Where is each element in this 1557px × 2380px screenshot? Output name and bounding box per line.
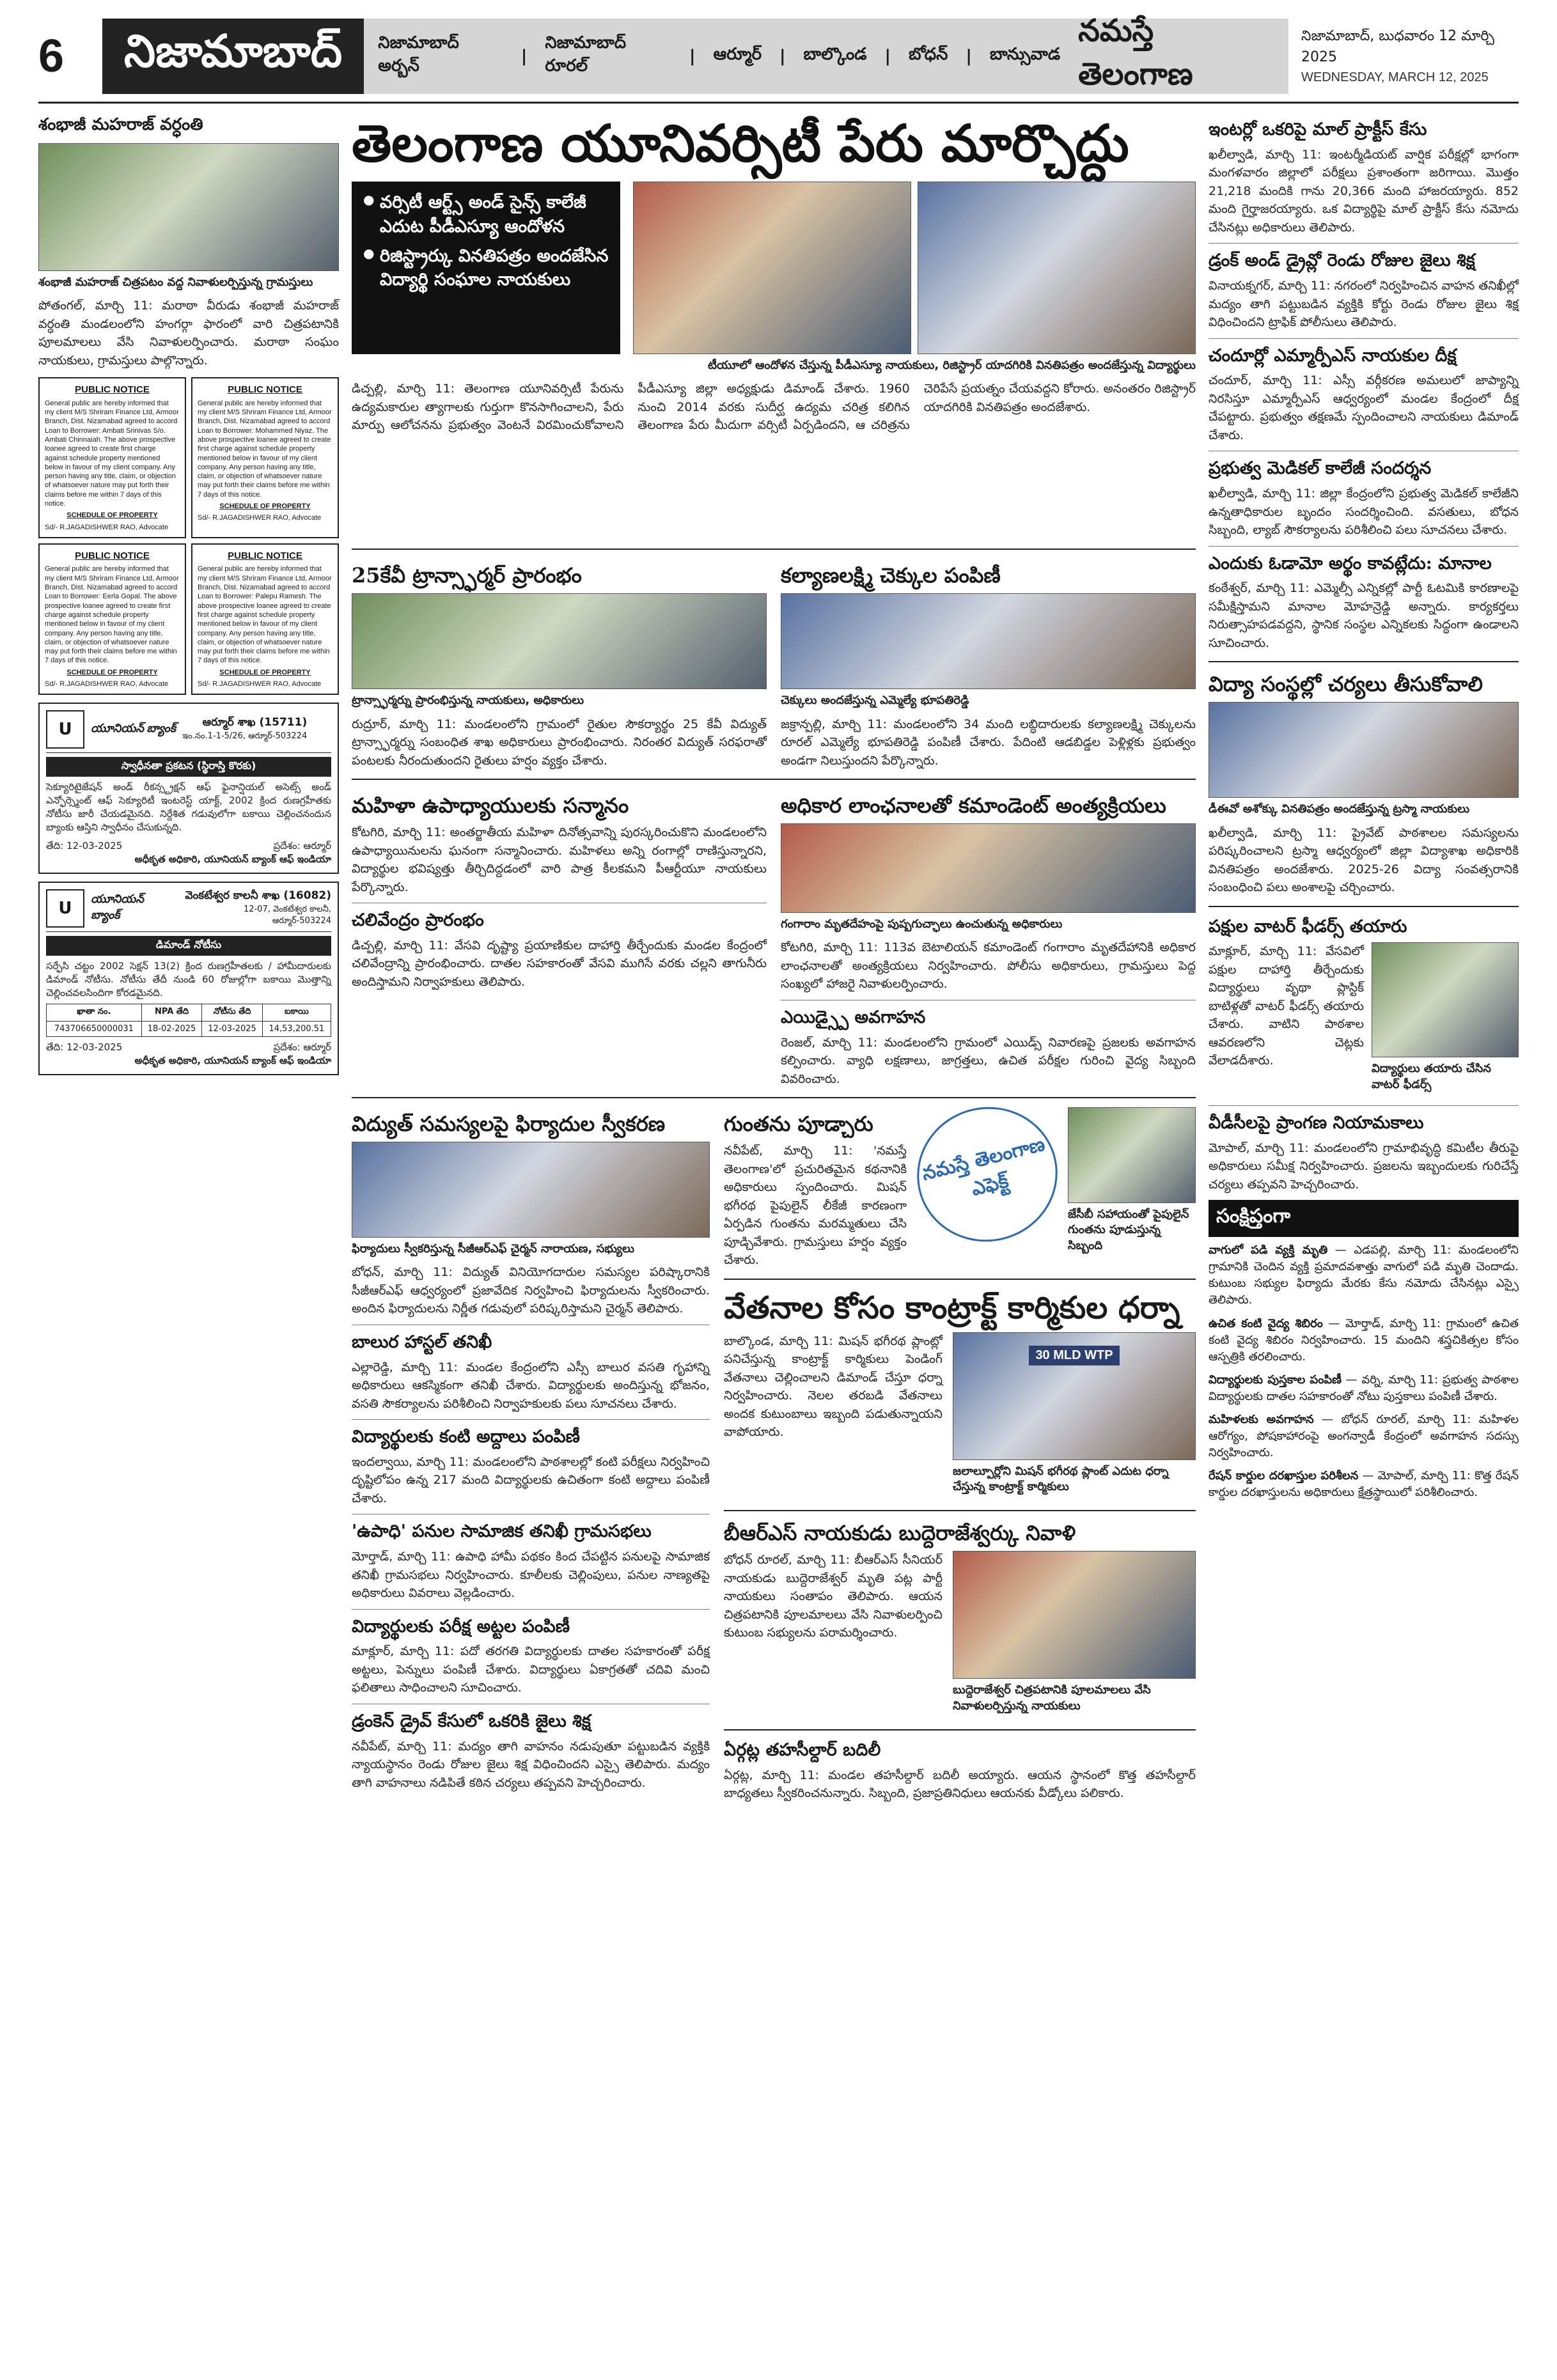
signboard-text: 30 MLD WTP xyxy=(1029,1346,1119,1365)
bank-place: ప్రదేశం: ఆర్మూర్ xyxy=(273,840,331,852)
story-headline: విద్యార్థులకు పరీక్ష అట్టల పంపిణీ xyxy=(352,1616,570,1637)
bank-notice-title: డిమాండ్ నోటీసు xyxy=(46,936,331,956)
notice-title: PUBLIC NOTICE xyxy=(75,550,150,561)
bank-place: ప్రదేశం: ఆర్మూర్ xyxy=(273,1041,331,1054)
bank-address: 12-07, వెంకటేశ్వర కాలనీ, ఆర్మూర్-503224 xyxy=(243,905,332,926)
notice-title: PUBLIC NOTICE xyxy=(228,550,302,561)
photo-commandant xyxy=(781,823,1196,913)
photo-kalyan xyxy=(781,593,1196,689)
brief-lead: వాగులో పడి వ్యక్తి మృతి xyxy=(1209,1243,1328,1257)
locality-item: ఆర్మూర్ xyxy=(713,44,762,64)
brief-item: ఉచిత కంటి వైద్య శిబిరం — మోర్తాడ్, మార్చి 11: గ్రామంలో ఉచిత కంటి వైద్య శిబిరం నిర్వహించారు. 15 మందిని శస్త్రచికిత్సల కోసం ఆస్పత్రికి తరలించారు. xyxy=(1209,1316,1519,1364)
table-cell: 12-03-2025 xyxy=(202,1022,263,1037)
story-headline: బాలుర హాస్టల్ తనిఖీ xyxy=(352,1332,492,1352)
story-headline: పక్షుల వాటర్ ఫీడర్స్ తయారు xyxy=(1209,916,1407,937)
brief-lead: ఉచిత కంటి వైద్య శిబిరం xyxy=(1209,1316,1323,1330)
story-headline: వేతనాల కోసం కాంట్రాక్ట్ కార్మికుల ధర్నా xyxy=(724,1289,1180,1326)
story-headline: బీఆర్ఎస్ నాయకుడు బుద్దెరాజేశ్వర్కు నివాళి xyxy=(724,1521,1076,1546)
notice-schedule: SCHEDULE OF PROPERTY xyxy=(67,668,158,676)
brief-item: రేషన్ కార్డుల దరఖాస్తుల పరిశీలన — మోపాల్, మార్చి 11: కొత్త రేషన్ కార్డుల దరఖాస్తులను అధికారులు క్షేత్రస్థాయిలో పరిశీలించారు. xyxy=(1209,1469,1519,1500)
story-headline: చలివేంద్రం ప్రారంభం xyxy=(352,910,484,931)
bank-notice-body: సర్ఫేసి చట్టం 2002 సెక్షన్ 13(2) క్రింద రుణగ్రహీతలకు / హామీదారులకు డిమాండ్ నోటీసు. నోటీసు తేదీ నుండి 60 రోజుల్లోగా బకాయి మొత్తాన్ని చెల్లించవలసిందిగా కోరడమైనది. xyxy=(46,960,331,999)
brief-text: బోధన్ రూరల్, మార్చి 11: మహిళల ఆరోగ్యం, పోషకాహారంపై అంగన్వాడీ కేంద్రంలో అవగాహన సదస్సు నిర్వహించారు. xyxy=(1209,1412,1519,1460)
bank-head xyxy=(46,710,331,753)
date-telugu: నిజామాబాద్, బుధవారం 12 మార్చి 2025 xyxy=(1301,27,1494,65)
locality-item: నిజామాబాద్ అర్బన్ xyxy=(378,33,459,75)
photo-guntha xyxy=(1068,1107,1196,1203)
brand-name: నమస్తే తెలంగాణ xyxy=(1078,12,1193,92)
effect-badge: నమస్తే తెలంగాణ ఎఫెక్ట్ xyxy=(903,1093,1072,1257)
bank-address: ఇం.నం.1-1-5/26, ఆర్మూర్-503224 xyxy=(182,731,308,742)
photo-caption: జేసీబీ సహాయంతో పైపులైన్ గుంతను పూడుస్తున్న సిబ్బంది xyxy=(1068,1208,1189,1252)
story-body: మాక్లూర్, మార్చి 11: వేసవిలో పక్షుల దాహార్తి తీర్చేందుకు విద్యార్థులు వృథా ప్లాస్టిక్ బాటిళ్లతో వాటర్ ఫీడర్స్ తయారు చేశారు. వాటిని పాఠశాల ఆవరణలోని చెట్లకు వేలాడదీశారు. xyxy=(1209,944,1364,1068)
bank-logo: U xyxy=(46,889,84,928)
story-headline: ఎయిడ్స్పై అవగాహన xyxy=(781,1007,926,1027)
bank-ad xyxy=(38,882,339,1075)
table-row xyxy=(47,1022,331,1037)
story-body: డిచ్పల్లి, మార్చి 11: వేసవి దృష్ట్యా ప్రయాణికుల దాహార్తి తీర్చేందుకు మండల కేంద్రంలో చలివేంద్రాన్ని ప్రారంభించారు. దాతల సహకారంతో వేసవి ముగిసే వరకు చల్లని తాగునీరు అందిస్తామని నిర్వాహకులు తెలిపారు. xyxy=(352,938,767,989)
lead-bullet: ● రిజిస్ట్రార్కు వినతిపత్రం అందజేసిన విద్యార్థి సంఘాల నాయకులు xyxy=(363,244,609,293)
story-headline: ఏర్గట్ల తహసీల్దార్ బదిలీ xyxy=(724,1739,881,1760)
locality-strip: నిజామాబాద్ అర్బన్ | నిజామాబాద్ రూరల్ | ఆర్మూర్ | బాల్కొండ | బోధన్ | బాన్సువాడ నమస్తే తెలంగాణ xyxy=(364,19,1288,94)
bank-footer xyxy=(46,839,331,853)
story-body: ఇందల్వాయి, మార్చి 11: మండలంలోని పాఠశాలల్లో కంటి పరీక్షలు నిర్వహించి దృష్టిలోపం ఉన్న 217 మంది విద్యార్థులకు ఉచితంగా కంటి అద్దాలు పంపిణీ చేశారు. xyxy=(352,1454,710,1505)
public-notice xyxy=(38,377,186,538)
locality-item: బోధన్ xyxy=(909,44,948,64)
locality-item: బాన్సువాడ xyxy=(989,44,1061,64)
story-commandant xyxy=(781,789,1196,1088)
bank-ad xyxy=(38,703,339,874)
story-headline: డ్రంకెన్ డ్రైవ్ కేసులో ఒకరికి జైలు శిక్ష xyxy=(352,1711,591,1731)
brief-text: మోపాల్, మార్చి 11: కొత్త రేషన్ కార్డుల దరఖాస్తులను అధికారులు క్షేత్రస్థాయిలో పరిశీలించారు. xyxy=(1209,1469,1519,1500)
photo-caption: శంభాజీ మహరాజ్ చిత్రపటం వద్ద నివాళులర్పిస్తున్న గ్రామస్తులు xyxy=(38,276,313,289)
bank-signer: అధీకృత అధికారి, యూనియన్ బ్యాంక్ ఆఫ్ ఇండియా xyxy=(134,1055,331,1067)
story-body: బోధన్, మార్చి 11: విద్యుత్ వినియోగదారుల సమస్యల పరిష్కారానికి సీజీఆర్ఎఫ్ ఆధ్వర్యంలో ప్రజావేదిక నిర్వహించి ఫిర్యాదులను స్వీకరించారు. అందిన ఫిర్యాదులను నిర్ణీత గడువులో పరిష్కరిస్తామని చైర్మన్ తెలిపారు. xyxy=(352,1265,710,1316)
notice-signer: Sd/- R.JAGADISHWER RAO, Advocate xyxy=(45,523,169,531)
public-notice xyxy=(191,543,339,695)
notice-signer: Sd/- R.JAGADISHWER RAO, Advocate xyxy=(198,514,322,522)
story-body: నవీపేట్, మార్చి 11: మద్యం తాగి వాహనం నడుపుతూ పట్టుబడిన వ్యక్తికి న్యాయస్థానం రెండు రోజుల జైలు శిక్ష విధించిందని ఎస్సై తెలిపారు. మద్యం తాగి వాహనాలు నడిపితే కఠిన చర్యలు తప్పవని హెచ్చరించారు. xyxy=(352,1739,710,1790)
table-cell: 14,53,200.51 xyxy=(262,1022,331,1037)
brief-lead: రేషన్ కార్డుల దరఖాస్తుల పరిశీలన xyxy=(1209,1469,1359,1483)
story-headline: 'ఉపాధి' పనుల సామాజిక తనిఖీ గ్రామసభలు xyxy=(352,1521,652,1542)
notice-body: General public are hereby informed that my client M/S Shriram Finance Ltd, Armoor Branch, Dist. Nizamabad agreed to accord Loan to Borrower: Palepu Ramesh. The above prospective loanee agreed to create first charge against schedule property mentioned below in favour of my client company. Any person having any title, claim, or objection of whatsoever nature may put forth their claims before me within 7 days of this notice. xyxy=(198,565,332,665)
story-body: జక్రాన్పల్లి, మార్చి 11: మండలంలోని 34 మంది లబ్ధిదారులకు కల్యాణలక్ష్మి చెక్కులను రూరల్ ఎమ్మెల్యే భూపతిరెడ్డి పంపిణీ చేశారు. పేదింటి ఆడబిడ్డల పెళ్లిళ్లకు ప్రభుత్వం అండగా నిలుస్తుందని పేర్కొన్నారు. xyxy=(781,717,1196,768)
lower-left-stories xyxy=(352,1107,710,1802)
notice-body: General public are hereby informed that my client M/S Shriram Finance Ltd, Armoor Branch, Dist. Nizamabad agreed to accord Loan to Borrower: Mohammed Niyaz. The above prospective loanee agreed to create first charge against schedule property mentioned below in favour of my client company. Any person having any title, claim, or objection of whatsoever nature may put forth their claims before me within 7 days of this notice. xyxy=(198,399,332,499)
photo-vidya xyxy=(1209,702,1519,798)
table-header: బకాయి xyxy=(262,1004,331,1022)
lead-caption: టీయూలో ఆందోళన చేస్తున్న పీడీఎస్యూ నాయకులు, రిజిస్ట్రార్ యాదగిరికి వినతిపత్రం అందజేస్తున్న విద్యార్థులు xyxy=(708,359,1196,372)
story-body: కంఠేశ్వర్, మార్చి 11: ఎమ్మెల్సీ ఎన్నికల్లో పార్టీ ఓటమికి కారణాలపై సమీక్షిస్తామని మానాల మోహన్రెడ్డి అన్నారు. కార్యకర్తలు నిరుత్సాహపడవద్దని, స్థానిక సంస్థల ఎన్నికలకు సిద్ధంగా ఉండాలని సూచించారు. xyxy=(1209,581,1519,650)
bank-footer xyxy=(46,1041,331,1054)
notice-signer: Sd/- R.JAGADISHWER RAO, Advocate xyxy=(45,680,169,688)
story-body: మాక్లూర్, మార్చి 11: పదో తరగతి విద్యార్థులకు దాతల సహకారంతో పరీక్ష అట్టలు, పెన్నులు పంపిణీ చేశారు. విద్యార్థులు ఏకాగ్రతతో చదివి మంచి ఫలితాలు సాధించాలని సూచించారు. xyxy=(352,1644,710,1695)
bank-logo: U xyxy=(46,710,84,749)
right-column xyxy=(1209,115,1519,1507)
story-body: మోపాల్, మార్చి 11: మండలంలోని గ్రామాభివృద్ధి కమిటీల తీరుపై అధికారులు సమీక్ష నిర్వహించారు. ప్రజలను ఇబ్బందులకు గురిచేస్తే చర్యలు తప్పవని హెచ్చరించారు. xyxy=(1209,1140,1519,1192)
photo-caption: డీఈవో అశోక్కు వినతిపత్రం అందజేస్తున్న ట్రస్మా నాయకులు xyxy=(1209,802,1470,816)
notice-signer: Sd/- R.JAGADISHWER RAO, Advocate xyxy=(198,680,322,688)
story-body: ఎల్లారెడ్డి, మార్చి 11: మండల కేంద్రంలోని ఎస్సీ బాలుర వసతి గృహాన్ని అధికారులు ఆకస్మికంగా తనిఖీ చేశారు. విద్యార్థులకు అందిస్తున్న భోజనం, వసతి సౌకర్యాలను పరిశీలించి నిర్వాహకులకు పలు సూచనలు చేశారు. xyxy=(352,1360,710,1411)
stories-row-2 xyxy=(352,789,1196,1088)
bank-table xyxy=(46,1004,331,1037)
bank-name: యూనియన్ బ్యాంక్ xyxy=(91,721,176,735)
lead-photo-registrar xyxy=(918,182,1196,354)
story-headline: విద్యార్థులకు కంటి అద్దాలు పంపిణీ xyxy=(352,1427,580,1447)
notice-body: General public are hereby informed that my client M/S Shriram Finance Ltd, Armoor Branch, Dist. Nizamabad agreed to accord Loan to Borrower: Ambati Srinivas S/o. Ambati Chinnaiah. The above prospective loanee agreed to create first charge against schedule property mentioned below in favour of my client company. Any person having any title, claim, or objection of whatsoever nature may put forth their claims before me within 7 days of this notice. xyxy=(45,399,179,508)
story-body: కోటగిరి, మార్చి 11: 113వ బెటాలియన్ కమాండెంట్ గంగారాం మృతదేహానికి అధికార లాంఛనాలతో అంత్యక్రియలు నిర్వహించారు. పోలీసు అధికారులు, గ్రామస్తులు పెద్ద సంఖ్యలో హాజరై నివాళులర్పించారు. xyxy=(781,940,1196,992)
story-headline: డ్రంక్ అండ్ డ్రైవ్లో రెండు రోజుల జైలు శిక్ష xyxy=(1209,251,1475,271)
notice-schedule: SCHEDULE OF PROPERTY xyxy=(219,502,311,511)
story-headline: కల్యాణలక్ష్మి చెక్కుల పంపిణీ xyxy=(781,563,1001,588)
photo-caption: బుద్దెరాజేశ్వర్ చిత్రపటానికి పూలమాలలు వేసి నివాళులర్పిస్తున్న నాయకులు xyxy=(953,1683,1151,1713)
photo-caption: విద్యార్థులు తయారు చేసిన వాటర్ ఫీడర్స్ xyxy=(1372,1062,1491,1091)
photo-caption: జలాల్పూర్లోని మిషన్ భగీరథ ప్లాంట్ ఎదుట ధర్నా చేస్తున్న కాంట్రాక్ట్ కార్మికులు xyxy=(953,1464,1169,1493)
bank-notice-body: సెక్యూరిటైజేషన్ అండ్ రీకన్స్ట్రక్షన్ ఆఫ్ ఫైనాన్షియల్ అసెట్స్ అండ్ ఎన్ఫోర్స్మెంట్ ఆఫ్ సెక్యూరిటీ ఇంటరెస్ట్ యాక్ట్, 2002 క్రింద రుణగ్రహీతకు నోటీసు జారీ చేయడమైనది. నిర్దేశిత గడువులోగా బకాయి చెల్లించనందున బ్యాంకు ఆస్తిని స్వాధీనం చేసుకున్నది. xyxy=(46,781,331,834)
story-body: పోతంగల్, మార్చి 11: మరాఠా వీరుడు శంభాజీ మహరాజ్ వర్ధంతి మండలంలోని హంగర్గా ఫారంలో వారి చిత్రపటానికి పూలమాలలు వేసి నివాళులర్పించారు. మరాఠా సంఘం నాయకులు, గ్రామస్తులు పాల్గొన్నారు. xyxy=(38,299,339,368)
lead-story xyxy=(352,182,1196,354)
story-guntha xyxy=(724,1107,1196,1270)
story-body: వినాయక్నగర్, మార్చి 11: నగరంలో నిర్వహించిన వాహన తనిఖీల్లో మద్యం తాగి పట్టుబడిన వ్యక్తికి కోర్టు రెండు రోజుల జైలు శిక్ష విధించిందని ట్రాఫిక్ పోలీసులు తెలిపారు. xyxy=(1209,279,1519,329)
story-headline: ఎందుకు ఓడామో అర్థం కావట్లేదు: మానాల xyxy=(1209,553,1492,573)
story-headline: అధికార లాంఛనాలతో కమాండెంట్ అంత్యక్రియలు xyxy=(781,793,1166,818)
story-headline: ఇంటర్లో ఒకరిపై మాల్ ప్రాక్టీస్ కేసు xyxy=(1209,120,1427,139)
bank-branch: ఆర్మూర్ శాఖ (15711) xyxy=(202,716,308,729)
notice-row xyxy=(38,377,339,538)
brief-text: మోర్తాడ్, మార్చి 11: గ్రామంలో ఉచిత కంటి వైద్య శిబిరం నిర్వహించారు. 15 మందిని శస్త్రచికిత్సల కోసం ఆస్పత్రికి తరలించారు. xyxy=(1209,1316,1519,1364)
brief-item: విద్యార్థులకు పుస్తకాల పంపిణీ — వర్ని, మార్చి 11: ప్రభుత్వ పాఠశాల విద్యార్థులకు దాతల సహకారంతో నోటు పుస్తకాలు పంపిణీ చేశారు. xyxy=(1209,1373,1519,1403)
bank-branch: వెంకటేశ్వర కాలనీ శాఖ (16082) xyxy=(185,889,332,903)
lead-headline: తెలంగాణ యూనివర్సిటీ పేరు మార్చొద్దు xyxy=(352,113,1129,173)
table-cell: 18-02-2025 xyxy=(141,1022,202,1037)
photo-water xyxy=(1372,942,1519,1057)
photo-salary xyxy=(953,1332,1196,1460)
table-cell: 743706650000031 xyxy=(47,1022,142,1037)
bank-head xyxy=(46,889,331,932)
lead-bullets xyxy=(352,182,620,354)
photo-caption: ఫిర్యాదులు స్వీకరిస్తున్న సీజీఆర్ఎఫ్ చైర్మన్ నారాయణ, సభ్యులు xyxy=(352,1242,634,1256)
story-transformer xyxy=(352,559,767,770)
photo-caption: చెక్కులు అందజేస్తున్న ఎమ్మెల్యే భూపతిరెడ్డి xyxy=(781,694,969,708)
masthead xyxy=(38,10,1519,104)
notice-schedule: SCHEDULE OF PROPERTY xyxy=(67,511,158,520)
photo-power xyxy=(352,1142,710,1238)
middle-column xyxy=(352,115,1196,1803)
story-body: రుద్రూర్, మార్చి 11: మండలంలోని గ్రామంలో రైతుల సౌకర్యార్థం 25 కేవీ విద్యుత్ ట్రాన్స్ఫార్మర్ను సంబంధిత శాఖ అధికారులు ప్రారంభించారు. నిరంతర విద్యుత్ సరఫరాతో పంటలకు నీరందుతుందని రైతులు హర్షం వ్యక్తం చేశారు. xyxy=(352,717,767,768)
story-headline: వీడీసీలపై ప్రాంగణ నియామకాలు xyxy=(1209,1112,1424,1133)
lead-photo-protest xyxy=(633,182,911,354)
story-body: కోటగిరి, మార్చి 11: అంతర్జాతీయ మహిళా దినోత్సవాన్ని పురస్కరించుకొని మండలంలోని ఉపాధ్యాయినులను ఘనంగా సన్మానించారు. మహిళలు అన్ని రంగాల్లో రాణిస్తున్నారని, విద్యార్థుల భవిష్యత్తు తీర్చిదిద్దడంలో వారి పాత్ర కీలకమని పీఆర్టీయూ నాయకులు పేర్కొన్నారు. xyxy=(352,825,767,894)
notice-title: PUBLIC NOTICE xyxy=(75,384,150,396)
dateline xyxy=(1288,26,1519,87)
table-header: నోటీసు తేది xyxy=(202,1004,263,1022)
brief-text: వర్ని, మార్చి 11: ప్రభుత్వ పాఠశాల విద్యార్థులకు దాతల సహకారంతో నోటు పుస్తకాలు పంపిణీ చేశారు. xyxy=(1209,1373,1519,1403)
story-headline: గుంతను పూడ్చారు xyxy=(724,1112,873,1137)
story-headline: ప్రభుత్వ మెడికల్ కాలేజీ సందర్శన xyxy=(1209,458,1432,479)
story-body: బోధన్ రూరల్, మార్చి 11: బీఆర్ఎస్ సీనియర్ నాయకుడు బుద్దెరాజేశ్వర్ మృతి పట్ల పార్టీ నాయకులు సంతాపం తెలిపారు. ఆయన చిత్రపటానికి పూలమాలలు వేసి నివాళులర్పించి కుటుంబ సభ్యులను పరామర్శించారు. xyxy=(724,1553,943,1640)
photo-transformer xyxy=(352,593,767,689)
stories-row-1 xyxy=(352,559,1196,770)
story-body: ఖలీల్వాడి, మార్చి 11: ఇంటర్మీడియట్ వార్షిక పరీక్షల్లో భాగంగా మంగళవారం జిల్లాలో పరీక్షలు ప్రశాంతంగా జరిగాయి. మొత్తం 21,218 మందికి గాను 20,366 మంది హాజరయ్యారు. 852 మంది గైర్హాజరయ్యారు. ఒక విద్యార్థిపై మాల్ ప్రాక్టీస్ కేసు నమోదు చేసినట్లు అధికారులు తెలిపారు. xyxy=(1209,147,1519,235)
story-body: ఏర్గట్ల, మార్చి 11: మండల తహసీల్దార్ బదిలీ అయ్యారు. ఆయన స్థానంలో కొత్త తహసీల్దార్ బాధ్యతలు స్వీకరించనున్నారు. సిబ్బంది, ప్రజాప్రతినిధులు ఆయనకు వీడ్కోలు పలికారు. xyxy=(724,1768,1196,1801)
table-header: ఖాతా నం. xyxy=(47,1004,142,1022)
lower-right-stories xyxy=(724,1107,1196,1802)
byline: శంభాజీ మహరాజ్ వర్ధంతి xyxy=(38,115,203,134)
photo-caption: గంగారాం మృతదేహంపై పుష్పగుచ్ఛాలు ఉంచుతున్న అధికారులు xyxy=(781,917,1063,931)
story-body: బాల్కొండ, మార్చి 11: మిషన్ భగీరథ ప్లాంట్లో పనిచేస్తున్న కాంట్రాక్ట్ కార్మికులు పెండింగ్ వేతనాలు చెల్లించాలని డిమాండ్ చేస్తూ ధర్నా నిర్వహించారు. నెలల తరబడి వేతనాలు అందక కుటుంబాలు ఇబ్బంది పడుతున్నాయని వాపోయారు. xyxy=(724,1334,943,1440)
story-mahila xyxy=(352,789,767,1088)
brief-lead: మహిళలకు అవగాహన xyxy=(1209,1412,1314,1426)
notice-row xyxy=(38,543,339,695)
bank-signer: అధీకృత అధికారి, యూనియన్ బ్యాంక్ ఆఫ్ ఇండియా xyxy=(134,853,331,866)
brief-item: మహిళలకు అవగాహన — బోధన్ రూరల్, మార్చి 11: మహిళల ఆరోగ్యం, పోషకాహారంపై అంగన్వాడీ కేంద్రంలో అవగాహన సదస్సు నిర్వహించారు. xyxy=(1209,1412,1519,1460)
story-headline: విద్యుత్ సమస్యలపై ఫిర్యాదుల స్వీకరణ xyxy=(352,1112,666,1137)
page-number: 6 xyxy=(38,30,65,82)
story-kalyan xyxy=(781,559,1196,770)
briefs-title: సంక్షిప్తంగా xyxy=(1209,1200,1519,1237)
photo-caption: ట్రాన్స్ఫార్మర్ను ప్రారంభిస్తున్న నాయకులు, అధికారులు xyxy=(352,694,584,708)
brief-lead: విద్యార్థులకు పుస్తకాల పంపిణీ xyxy=(1209,1373,1342,1387)
notice-schedule: SCHEDULE OF PROPERTY xyxy=(219,668,311,676)
photo-shambhaji xyxy=(38,143,339,271)
locality-item: నిజామాబాద్ రూరల్ xyxy=(545,33,627,75)
stories-row-3 xyxy=(352,1107,1196,1802)
story-headline: మహిళా ఉపాధ్యాయులకు సన్మానం xyxy=(352,793,629,818)
public-notice xyxy=(38,543,186,695)
bank-date: తేది: 12-03-2025 xyxy=(46,840,123,852)
bank-date: తేది: 12-03-2025 xyxy=(46,1041,123,1054)
locality-item: బాల్కొండ xyxy=(803,44,867,64)
story-body: రెంజల్, మార్చి 11: మండలంలోని గ్రామంలో ఎయిడ్స్ నివారణపై ప్రజలకు అవగాహన కల్పించారు. వ్యాధి లక్షణాలు, జాగ్రత్తలు, ఉచిత పరీక్షల గురించి వైద్య సిబ్బంది వివరించారు. xyxy=(781,1035,1196,1086)
story-body: ఖలీల్వాడి, మార్చి 11: ప్రైవేట్ పాఠశాలల సమస్యలను పరిష్కరించాలని ట్రస్మా ఆధ్వర్యంలో జిల్లా విద్యాశాఖ అధికారికి వినతిపత్రం అందజేశారు. 2025-26 విద్యా సంవత్సరానికి సంబంధించి పలు అంశాలపై చర్చించారు. xyxy=(1209,825,1519,895)
brief-text: ఎడపల్లి, మార్చి 11: మండలంలోని గ్రామానికి చెందిన వ్యక్తి ప్రమాదవశాత్తు వాగులో పడి మృతి చెందాడు. కుటుంబ సభ్యుల ఫిర్యాదు మేరకు కేసు నమోదు చేసినట్లు ఎస్సై తెలిపారు. xyxy=(1209,1243,1519,1307)
photo-brs xyxy=(953,1551,1196,1679)
story-headline: విద్యా సంస్థల్లో చర్యలు తీసుకోవాలి xyxy=(1209,672,1483,697)
story-body: మోర్తాడ్, మార్చి 11: ఉపాధి హామీ పథకం కింద చేపట్టిన పనులపై సామాజిక తనిఖీ గ్రామసభలు నిర్వహించారు. కూలీలకు చెల్లింపులు, పనుల నాణ్యతపై అధికారులు వివరాలు వెల్లడించారు. xyxy=(352,1550,710,1601)
table-header-row xyxy=(47,1004,331,1022)
story-headline: చందూర్లో ఎమ్మార్పీఎస్ నాయకుల దీక్ష xyxy=(1209,345,1457,366)
story-salary xyxy=(724,1332,1196,1502)
brief-item: వాగులో పడి వ్యక్తి మృతి — ఎడపల్లి, మార్చి 11: మండలంలోని గ్రామానికి చెందిన వ్యక్తి ప్రమాదవశాత్తు వాగులో పడి మృతి చెందాడు. కుటుంబ సభ్యుల ఫిర్యాదు మేరకు కేసు నమోదు చేసినట్లు ఎస్సై తెలిపారు. xyxy=(1209,1243,1519,1307)
table-header: NPA తేది xyxy=(141,1004,202,1022)
lead-bullet: ● వర్సిటీ ఆర్ట్స్ అండ్ సైన్స్ కాలేజీ ఎదుట పీడీఎస్యూ ఆందోళన xyxy=(363,191,609,239)
bank-name: యూనియన్ బ్యాంక్ xyxy=(90,892,144,922)
story-body: చందూర్, మార్చి 11: ఎస్సీ వర్గీకరణ అమలులో జాప్యాన్ని నిరసిస్తూ ఎమ్మార్పీఎస్ ఆధ్వర్యంలో మండల కేంద్రంలో దీక్ష చేపట్టారు. ప్రభుత్వం తక్షణమే స్పందించాలని నాయకులు డిమాండ్ చేశారు. xyxy=(1209,373,1519,442)
lead-body: డిచ్పల్లి, మార్చి 11: తెలంగాణ యూనివర్సిటీ పేరును ఉద్యమకారుల త్యాగాలకు గుర్తుగా కొనసాగించాలని, పేరు మార్పు ఆలోచనను ప్రభుత్వం వెంటనే విరమించుకోవాలని పీడీఎస్యూ జిల్లా అధ్యక్షుడు డిమాండ్ చేశారు. 1960 నుంచి 2014 వరకు సుదీర్ఘ ఉద్యమ చరిత్ర కలిగిన తెలంగాణ పేరు మీదుగా వర్సిటీ ఏర్పడిందని, ఆ చరిత్రను చెరిపేసే ప్రయత్నం చేయవద్దని కోరారు. అనంతరం రిజిస్ట్రార్ యాదగిరికి వినతిపత్రం అందజేశారు. xyxy=(352,382,1196,433)
story-headline: 25కేవీ ట్రాన్స్ఫార్మర్ ప్రారంభం xyxy=(352,563,582,588)
story-brs xyxy=(724,1551,1196,1720)
public-notice xyxy=(191,377,339,538)
bank-notice-title: స్వాధీనతా ప్రకటన (స్థిరాస్తి కొరకు) xyxy=(46,757,331,777)
notice-body: General public are hereby informed that my client M/S Shriram Finance Ltd, Armoor Branch, Dist. Nizamabad agreed to accord Loan to Borrower: Eerla Gopal. The above prospective loanee agreed to create first charge against schedule property mentioned below in favour of my client company. Any person having any title, claim, or objection of whatsoever nature may put forth their claims before me within 7 days of this notice. xyxy=(45,565,179,665)
story-water xyxy=(1209,942,1519,1099)
story-body: నవీపేట్, మార్చి 11: 'నమస్తే తెలంగాణ'లో ప్రచురితమైన కథనానికి అధికారులు స్పందించారు. మిషన్ భగీరథ పైపులైన్ లీకేజీ కారణంగా ఏర్పడిన గుంతను మరమ్మతులు చేసి పూడ్చివేశారు. గ్రామస్తులు హర్షం వ్యక్తం చేశారు. xyxy=(724,1144,907,1268)
date-english: WEDNESDAY, MARCH 12, 2025 xyxy=(1301,70,1489,84)
story-body: ఖలీల్వాడి, మార్చి 11: జిల్లా కేంద్రంలోని ప్రభుత్వ మెడికల్ కాలేజీని ఉన్నతాధికారుల బృందం సందర్శించింది. వసతులు, బోధన సిబ్బంది, ల్యాబ్ సౌకర్యాలను పరిశీలించి పలు సూచనలు చేశారు. xyxy=(1209,486,1519,537)
notice-title: PUBLIC NOTICE xyxy=(228,384,302,396)
city-title: నిజామాబాద్ xyxy=(102,19,364,94)
left-column xyxy=(38,115,339,1075)
